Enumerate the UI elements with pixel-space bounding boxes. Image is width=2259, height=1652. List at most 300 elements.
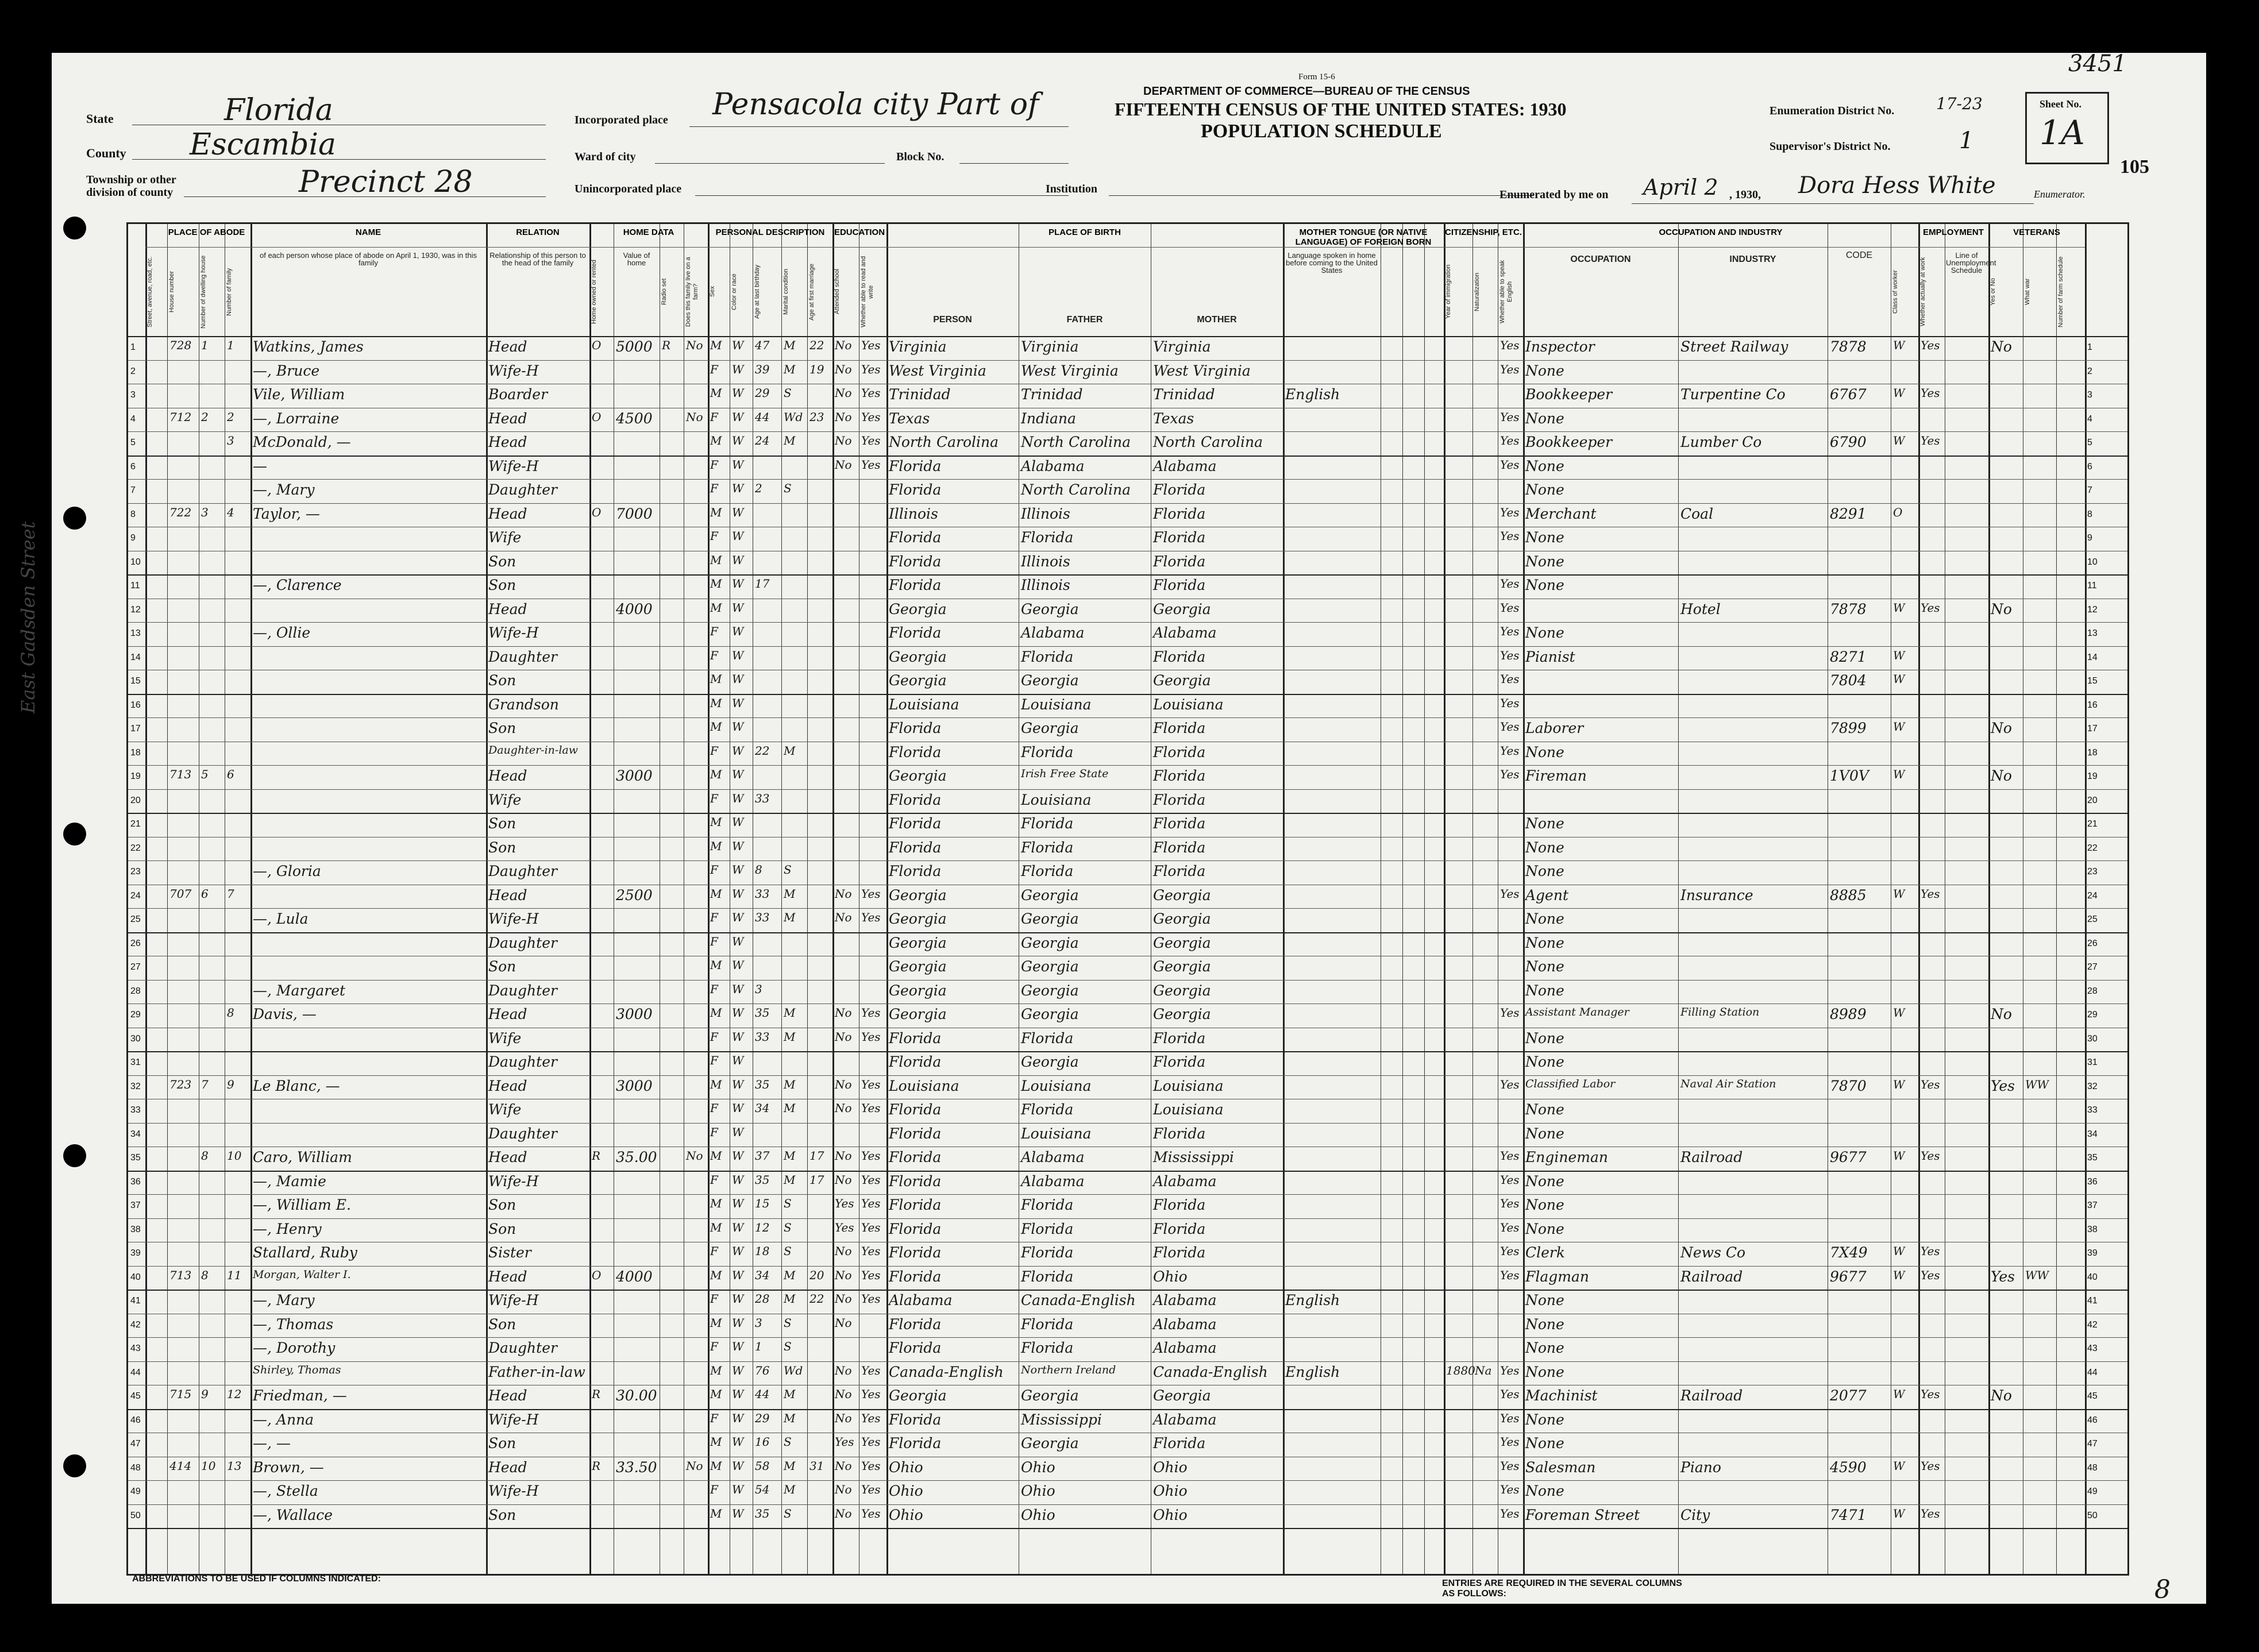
cell-mother: Florida bbox=[1153, 1029, 1206, 1047]
column-header-radio: Radio set bbox=[661, 278, 668, 306]
cell-sex: F bbox=[710, 743, 718, 758]
cell-relation: Wife-H bbox=[488, 362, 539, 379]
cell-occ-code: 7X49 bbox=[1830, 1244, 1868, 1261]
cell-birth: Florida bbox=[889, 1340, 942, 1356]
cell-emp: Yes bbox=[1921, 1149, 1940, 1163]
cell-race: W bbox=[732, 529, 744, 543]
cell-relation: Sister bbox=[488, 1244, 531, 1261]
punch-hole bbox=[63, 507, 86, 530]
cell-industry: Piano bbox=[1680, 1458, 1721, 1476]
enumeration-district-label: Enumeration District No. bbox=[1770, 105, 1895, 117]
cell-relation: Daughter bbox=[488, 863, 557, 879]
cell-mother: Florida bbox=[1153, 743, 1206, 761]
cell-mother: Georgia bbox=[1153, 1387, 1211, 1404]
column-group-header: CITIZENSHIP, ETC. bbox=[1445, 227, 1522, 237]
sheet-number-value: 1A bbox=[2040, 113, 2085, 152]
line-number: 44 bbox=[2087, 1367, 2098, 1377]
cell-relation: Wife-H bbox=[488, 1292, 539, 1309]
cell-name: Morgan, Walter I. bbox=[253, 1268, 351, 1281]
cell-occupation: Agent bbox=[1525, 886, 1568, 904]
cell-mother: Florida bbox=[1153, 1435, 1206, 1452]
cell-sex: F bbox=[710, 934, 718, 948]
cell-sex: M bbox=[710, 815, 722, 829]
cell-age: 44 bbox=[755, 1387, 770, 1401]
cell-mother: Ohio bbox=[1153, 1458, 1188, 1476]
cell-occ-code: 6767 bbox=[1830, 386, 1867, 403]
cell-father: Georgia bbox=[1021, 958, 1079, 975]
column-group-header: EMPLOYMENT bbox=[1923, 227, 1984, 237]
cell-read: Yes bbox=[861, 1172, 881, 1187]
cell-relation: Wife bbox=[488, 791, 522, 808]
cell-race: W bbox=[732, 1435, 744, 1449]
cell-birth: Ohio bbox=[889, 1506, 923, 1523]
cell-vet: No bbox=[1991, 600, 2012, 617]
cell-class: W bbox=[1893, 434, 1905, 447]
cell-class: W bbox=[1893, 1268, 1905, 1282]
cell-father: Georgia bbox=[1021, 886, 1079, 904]
cell-relation: Head bbox=[488, 1006, 527, 1022]
column-header-marital: Marital condition bbox=[782, 268, 789, 315]
cell-sex: M bbox=[710, 1315, 722, 1330]
cell-school: No bbox=[835, 886, 852, 901]
cell-father: Florida bbox=[1021, 1220, 1074, 1237]
cell-marital: S bbox=[784, 1435, 792, 1449]
cell-school: No bbox=[835, 1244, 852, 1258]
column-header-nat: Naturalization bbox=[1474, 272, 1481, 311]
cell-value: 33.50 bbox=[616, 1458, 657, 1476]
cell-school: No bbox=[835, 1506, 852, 1520]
cell-sex: M bbox=[710, 553, 722, 567]
cell-mother: North Carolina bbox=[1153, 434, 1263, 450]
line-number: 38 bbox=[130, 1224, 141, 1234]
cell-race: W bbox=[732, 1363, 744, 1377]
column-header-industry: INDUSTRY bbox=[1729, 254, 1776, 264]
cell-race: W bbox=[732, 1315, 744, 1330]
cell-class: W bbox=[1893, 338, 1905, 352]
punch-hole bbox=[63, 1144, 86, 1167]
line-number: 22 bbox=[130, 843, 141, 853]
cell-read: Yes bbox=[861, 1006, 881, 1020]
cell-father: Florida bbox=[1021, 1315, 1074, 1333]
cell-sex: M bbox=[710, 696, 722, 710]
cell-father: Ohio bbox=[1021, 1458, 1055, 1476]
cell-emp: Yes bbox=[1921, 338, 1940, 352]
column-header-farm-sched: Number of farm schedule bbox=[2057, 256, 2064, 327]
cell-school: No bbox=[835, 338, 852, 352]
cell-occupation: Flagman bbox=[1525, 1268, 1589, 1285]
line-number: 11 bbox=[2087, 581, 2097, 590]
cell-dwelling: 2 bbox=[201, 410, 209, 424]
cell-school: Yes bbox=[835, 1196, 854, 1210]
cell-occupation: Bookkeeper bbox=[1525, 386, 1613, 403]
cell-marital: M bbox=[784, 1483, 796, 1496]
cell-race: W bbox=[732, 934, 744, 948]
cell-sex: M bbox=[710, 839, 722, 853]
column-header-sex: Sex bbox=[709, 286, 716, 298]
cell-relation: Head bbox=[488, 1387, 527, 1404]
column-header-class: Class of worker bbox=[1892, 270, 1899, 314]
enumerated-label: Enumerated by me on bbox=[1499, 188, 1609, 201]
line-number: 42 bbox=[2087, 1319, 2098, 1330]
line-number: 50 bbox=[2087, 1510, 2098, 1520]
cell-father: Florida bbox=[1021, 1029, 1074, 1047]
cell-age: 76 bbox=[755, 1363, 770, 1377]
line-number: 7 bbox=[2087, 485, 2092, 495]
cell-school: No bbox=[835, 1292, 852, 1306]
cell-eng: Yes bbox=[1500, 696, 1520, 710]
cell-emp: Yes bbox=[1921, 1506, 1940, 1520]
cell-father: Florida bbox=[1021, 1101, 1074, 1118]
cell-birth: Florida bbox=[889, 791, 942, 808]
cell-marital: S bbox=[784, 481, 792, 495]
cell-occupation: Inspector bbox=[1525, 338, 1595, 355]
cell-occupation: None bbox=[1525, 839, 1564, 856]
cell-occupation: None bbox=[1525, 863, 1564, 879]
cell-father: Florida bbox=[1021, 743, 1074, 761]
cell-dwelling: 6 bbox=[201, 886, 209, 901]
cell-sex: M bbox=[710, 1077, 722, 1091]
cell-value: 7000 bbox=[616, 505, 653, 522]
cell-father: North Carolina bbox=[1021, 434, 1131, 450]
cell-name: Friedman, — bbox=[253, 1387, 347, 1404]
cell-name: —, Clarence bbox=[253, 577, 342, 593]
cell-mother: Ohio bbox=[1153, 1483, 1188, 1499]
cell-occupation: None bbox=[1525, 1029, 1564, 1047]
column-header-value: Value of home bbox=[623, 251, 650, 267]
cell-occupation: None bbox=[1525, 1220, 1564, 1237]
cell-eng: Yes bbox=[1500, 767, 1520, 781]
line-number: 47 bbox=[130, 1439, 141, 1449]
cell-occupation: None bbox=[1525, 934, 1564, 951]
cell-age: 17 bbox=[755, 577, 770, 590]
cell-father: West Virginia bbox=[1021, 362, 1119, 379]
line-number: 44 bbox=[130, 1367, 141, 1377]
cell-name: McDonald, — bbox=[253, 434, 351, 450]
cell-race: W bbox=[732, 815, 744, 829]
line-number: 33 bbox=[2087, 1105, 2098, 1115]
cell-birth: Florida bbox=[889, 1196, 942, 1213]
cell-race: W bbox=[732, 1172, 744, 1187]
cell-marital: M bbox=[784, 1149, 796, 1163]
punch-hole bbox=[63, 217, 86, 240]
column-group-header: MOTHER TONGUE (OR NATIVE LANGUAGE) OF FOREIGN BORN bbox=[1295, 227, 1432, 247]
cell-relation: Head bbox=[488, 1458, 527, 1476]
cell-race: W bbox=[732, 457, 744, 472]
cell-father: Alabama bbox=[1021, 1149, 1085, 1165]
cell-emp: Yes bbox=[1921, 1387, 1940, 1401]
cell-school: No bbox=[835, 1268, 852, 1282]
cell-relation: Wife-H bbox=[488, 457, 539, 474]
cell-race: W bbox=[732, 648, 744, 662]
cell-occ-code: 2077 bbox=[1830, 1387, 1867, 1404]
cell-lang: English bbox=[1285, 386, 1340, 403]
cell-sex: M bbox=[710, 1435, 722, 1449]
cell-class: W bbox=[1893, 1006, 1905, 1020]
cell-father: Georgia bbox=[1021, 672, 1079, 689]
cell-race: W bbox=[732, 1292, 744, 1306]
cell-father: Georgia bbox=[1021, 1006, 1079, 1022]
cell-age: 16 bbox=[755, 1435, 770, 1449]
cell-eng: Yes bbox=[1500, 1435, 1520, 1449]
cell-occupation: None bbox=[1525, 815, 1564, 832]
column-header-age-married: Age at first marriage bbox=[808, 263, 815, 321]
cell-sex: F bbox=[710, 1101, 718, 1115]
cell-race: W bbox=[732, 863, 744, 877]
cell-name: —, Stella bbox=[253, 1483, 318, 1499]
line-number: 19 bbox=[130, 771, 141, 781]
cell-school: No bbox=[835, 1149, 852, 1163]
cell-relation: Son bbox=[488, 1506, 516, 1523]
cell-father: Alabama bbox=[1021, 1172, 1085, 1190]
cell-father: Ohio bbox=[1021, 1483, 1055, 1499]
cell-school: No bbox=[835, 1172, 852, 1187]
cell-sex: F bbox=[710, 863, 718, 877]
cell-sex: F bbox=[710, 1411, 718, 1425]
cell-emp: Yes bbox=[1921, 434, 1940, 447]
incorporated-value: Pensacola city Part of bbox=[712, 87, 1039, 122]
cell-race: W bbox=[732, 434, 744, 447]
cell-nat: Na bbox=[1475, 1363, 1492, 1377]
cell-industry: Lumber Co bbox=[1680, 434, 1762, 450]
cell-school: No bbox=[835, 1411, 852, 1425]
cell-sex: M bbox=[710, 386, 722, 400]
cell-mother: Alabama bbox=[1153, 624, 1217, 641]
cell-occupation: None bbox=[1525, 743, 1564, 761]
column-header-eng: Whether able to speak English bbox=[1499, 260, 1513, 324]
cell-age: 58 bbox=[755, 1458, 770, 1473]
cell-house: 712 bbox=[169, 410, 192, 424]
form-title: FIFTEENTH CENSUS OF THE UNITED STATES: 1930 bbox=[1115, 99, 1567, 119]
cell-race: W bbox=[732, 791, 744, 805]
cell-occupation: Salesman bbox=[1525, 1458, 1596, 1476]
line-number: 34 bbox=[2087, 1129, 2098, 1139]
cell-age: 29 bbox=[755, 1411, 770, 1425]
cell-name: Brown, — bbox=[253, 1458, 324, 1476]
column-header-unemp: Line of Unemployment Schedule bbox=[1946, 251, 1996, 275]
cell-marital: S bbox=[784, 1220, 792, 1234]
cell-school: No bbox=[835, 1387, 852, 1401]
cell-race: W bbox=[732, 577, 744, 590]
cell-eng: Yes bbox=[1500, 1244, 1520, 1258]
cell-birth: Texas bbox=[889, 410, 930, 427]
cell-eng: Yes bbox=[1500, 672, 1520, 686]
cell-birth: Florida bbox=[889, 815, 942, 832]
line-number: 13 bbox=[2087, 628, 2098, 638]
line-number: 31 bbox=[2087, 1057, 2098, 1067]
cell-eng: Yes bbox=[1500, 457, 1520, 472]
cell-mother: Alabama bbox=[1153, 1411, 1217, 1428]
cell-relation: Son bbox=[488, 958, 516, 975]
corner-mark: 8 bbox=[2154, 1575, 2171, 1604]
cell-birth: Alabama bbox=[889, 1292, 953, 1309]
cell-relation: Head bbox=[488, 434, 527, 450]
cell-class: W bbox=[1893, 648, 1905, 662]
cell-birth: Florida bbox=[889, 529, 942, 546]
cell-birth: Georgia bbox=[889, 767, 947, 784]
cell-marital: M bbox=[784, 434, 796, 447]
cell-school: No bbox=[835, 386, 852, 400]
cell-father: Florida bbox=[1021, 529, 1074, 546]
cell-name: —, Margaret bbox=[253, 982, 346, 999]
cell-owned: O bbox=[592, 505, 602, 519]
cell-occupation: None bbox=[1525, 1435, 1564, 1452]
abbreviations-heading: ABBREVIATIONS TO BE USED IF COLUMNS INDICATED: bbox=[132, 1574, 381, 1584]
cell-race: W bbox=[732, 624, 744, 638]
line-number: 6 bbox=[2087, 461, 2092, 472]
cell-class: W bbox=[1893, 886, 1905, 901]
line-number: 4 bbox=[2087, 414, 2092, 424]
enumerator-label: Enumerator. bbox=[2034, 188, 2085, 200]
cell-sex: M bbox=[710, 958, 722, 972]
cell-marital: S bbox=[784, 1196, 792, 1210]
cell-occ-code: 8271 bbox=[1830, 648, 1867, 665]
cell-sex: M bbox=[710, 1387, 722, 1401]
line-number: 35 bbox=[2087, 1153, 2098, 1163]
cell-industry: Naval Air Station bbox=[1680, 1077, 1776, 1090]
cell-age: 35 bbox=[755, 1506, 770, 1520]
cell-mother: Florida bbox=[1153, 529, 1206, 546]
cell-relation: Son bbox=[488, 839, 516, 856]
cell-age: 24 bbox=[755, 434, 770, 447]
cell-marital: Wd bbox=[784, 1363, 803, 1377]
cell-race: W bbox=[732, 1244, 744, 1258]
cell-sex: F bbox=[710, 529, 718, 543]
line-number: 16 bbox=[2087, 700, 2098, 710]
cell-owned: O bbox=[592, 410, 602, 424]
page-number: 105 bbox=[2120, 156, 2149, 177]
cell-class: W bbox=[1893, 1244, 1905, 1258]
cell-relation: Son bbox=[488, 1315, 516, 1333]
cell-value: 35.00 bbox=[616, 1149, 657, 1165]
cell-father: Irish Free State bbox=[1021, 767, 1109, 780]
cell-birth: Florida bbox=[889, 1244, 942, 1261]
cell-sex: F bbox=[710, 1029, 718, 1044]
cell-mother: Georgia bbox=[1153, 600, 1211, 617]
cell-race: W bbox=[732, 886, 744, 901]
cell-vet: Yes bbox=[1991, 1268, 2015, 1285]
cell-lang: English bbox=[1285, 1292, 1340, 1309]
cell-age: 29 bbox=[755, 386, 770, 400]
cell-race: W bbox=[732, 839, 744, 853]
cell-birth: Georgia bbox=[889, 958, 947, 975]
cell-occ-code: 8885 bbox=[1830, 886, 1867, 904]
cell-race: W bbox=[732, 672, 744, 686]
cell-race: W bbox=[732, 1268, 744, 1282]
cell-race: W bbox=[732, 767, 744, 781]
cell-birth: Louisiana bbox=[889, 1077, 959, 1094]
line-number: 19 bbox=[2087, 771, 2098, 781]
line-number: 24 bbox=[2087, 890, 2098, 901]
cell-dwelling: 1 bbox=[201, 338, 209, 352]
column-group-header: VETERANS bbox=[2013, 227, 2060, 237]
cell-eng: Yes bbox=[1500, 1483, 1520, 1496]
line-number: 1 bbox=[2087, 342, 2092, 352]
cell-owned: R bbox=[592, 1458, 601, 1473]
cell-value: 3000 bbox=[616, 1077, 653, 1094]
cell-father: Florida bbox=[1021, 863, 1074, 879]
cell-class: W bbox=[1893, 386, 1905, 400]
cell-age: 35 bbox=[755, 1006, 770, 1020]
cell-class: W bbox=[1893, 1077, 1905, 1091]
cell-eng: Yes bbox=[1500, 1506, 1520, 1520]
cell-occupation: None bbox=[1525, 1315, 1564, 1333]
cell-race: W bbox=[732, 1411, 744, 1425]
cell-occupation: None bbox=[1525, 1053, 1564, 1070]
cell-race: W bbox=[732, 1125, 744, 1139]
cell-sex: M bbox=[710, 1149, 722, 1163]
cell-eng: Yes bbox=[1500, 505, 1520, 519]
cell-age: 35 bbox=[755, 1172, 770, 1187]
cell-read: Yes bbox=[861, 1077, 881, 1091]
line-number: 7 bbox=[130, 485, 136, 495]
page-stamp: 3451 bbox=[2068, 51, 2127, 77]
cell-read: Yes bbox=[861, 886, 881, 901]
cell-father: Florida bbox=[1021, 648, 1074, 665]
cell-age: 3 bbox=[755, 1315, 762, 1330]
line-number: 30 bbox=[130, 1033, 141, 1044]
cell-school: Yes bbox=[835, 1435, 854, 1449]
cell-school: No bbox=[835, 457, 852, 472]
cell-race: W bbox=[732, 1220, 744, 1234]
cell-eng: Yes bbox=[1500, 624, 1520, 638]
cell-occupation: None bbox=[1525, 1196, 1564, 1213]
cell-farm: No bbox=[686, 410, 703, 424]
line-number: 36 bbox=[130, 1176, 141, 1187]
cell-relation: Head bbox=[488, 338, 527, 355]
column-header-birth: PERSON bbox=[933, 315, 972, 325]
cell-occupation: None bbox=[1525, 1340, 1564, 1356]
cell-family: 11 bbox=[227, 1268, 242, 1282]
cell-sex: F bbox=[710, 481, 718, 495]
cell-occ-code: 7878 bbox=[1830, 338, 1867, 355]
cell-occupation: None bbox=[1525, 1292, 1564, 1309]
cell-occupation: None bbox=[1525, 982, 1564, 999]
cell-race: W bbox=[732, 1387, 744, 1401]
line-number: 40 bbox=[2087, 1272, 2098, 1282]
cell-race: W bbox=[732, 1458, 744, 1473]
cell-race: W bbox=[732, 696, 744, 710]
cell-mother: Canada-English bbox=[1153, 1363, 1268, 1380]
line-number: 32 bbox=[2087, 1081, 2098, 1091]
supervisor-district-label: Supervisor's District No. bbox=[1770, 140, 1891, 153]
line-number: 38 bbox=[2087, 1224, 2098, 1234]
cell-sex: F bbox=[710, 624, 718, 638]
cell-father: Louisiana bbox=[1021, 1125, 1092, 1142]
ward-label: Ward of city bbox=[575, 150, 636, 163]
cell-family: 1 bbox=[227, 338, 234, 352]
line-number: 32 bbox=[130, 1081, 141, 1091]
cell-race: W bbox=[732, 481, 744, 495]
cell-marital: M bbox=[784, 1006, 796, 1020]
cell-read: Yes bbox=[861, 1101, 881, 1115]
cell-occ-code: 7804 bbox=[1830, 672, 1867, 689]
cell-family: 10 bbox=[227, 1149, 242, 1163]
cell-occupation: None bbox=[1525, 1363, 1564, 1380]
line-number: 6 bbox=[130, 461, 136, 472]
cell-marital: M bbox=[784, 743, 796, 758]
cell-father: Illinois bbox=[1021, 577, 1070, 593]
line-number: 17 bbox=[2087, 724, 2098, 734]
cell-eng: Yes bbox=[1500, 1458, 1520, 1473]
cell-family: 4 bbox=[227, 505, 234, 519]
cell-relation: Son bbox=[488, 1435, 516, 1452]
cell-name: —, Ollie bbox=[253, 624, 311, 641]
cell-father: Florida bbox=[1021, 1244, 1074, 1261]
cell-name: Le Blanc, — bbox=[253, 1077, 340, 1094]
cell-occupation: Clerk bbox=[1525, 1244, 1566, 1261]
cell-eng: Yes bbox=[1500, 1149, 1520, 1163]
cell-mother: Florida bbox=[1153, 1196, 1206, 1213]
